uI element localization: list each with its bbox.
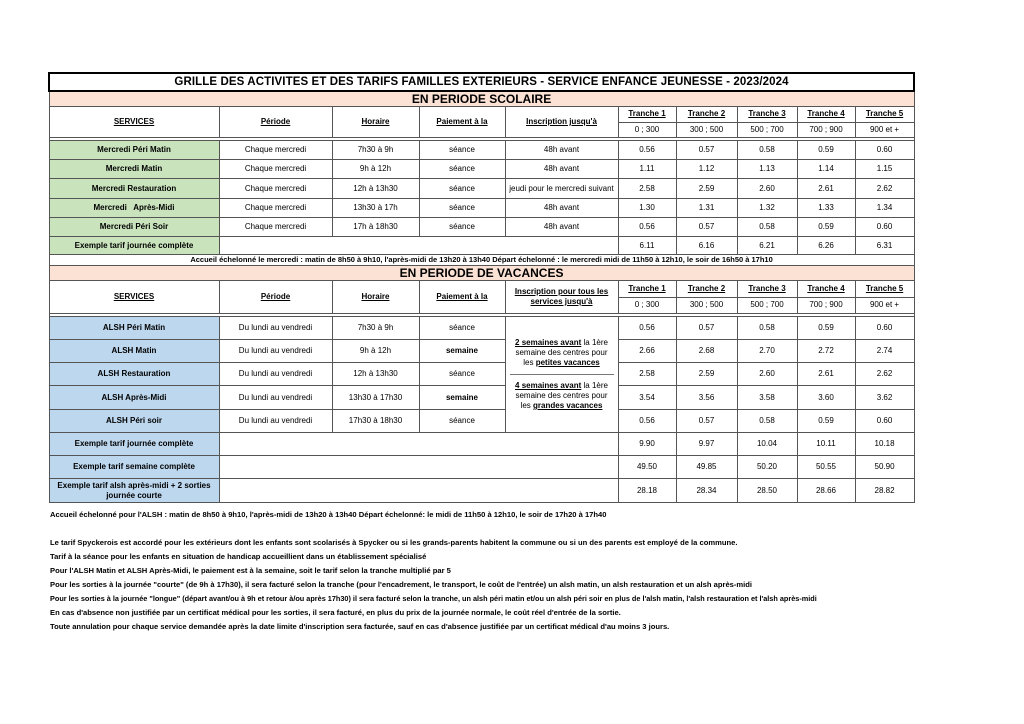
header-periode: Période bbox=[219, 281, 332, 314]
price-cell: 3.60 bbox=[797, 386, 855, 410]
paiement-cell: séance bbox=[419, 317, 505, 340]
price-cell: 1.30 bbox=[618, 199, 676, 218]
price-cell: 2.68 bbox=[676, 340, 737, 363]
price-cell: 0.58 bbox=[737, 218, 797, 237]
price-cell: 1.15 bbox=[855, 160, 914, 179]
price-cell: 2.58 bbox=[618, 363, 676, 386]
section-title-scolaire: EN PERIODE SCOLAIRE bbox=[49, 91, 914, 107]
periode-cell: Du lundi au vendredi bbox=[219, 386, 332, 410]
price-cell: 0.60 bbox=[855, 141, 914, 160]
paiement-cell: séance bbox=[419, 179, 505, 199]
inscription-cell: 48h avant bbox=[505, 160, 618, 179]
horaire-cell: 13h30 à 17h30 bbox=[332, 386, 419, 410]
price-cell: 28.66 bbox=[797, 479, 855, 503]
price-cell: 1.14 bbox=[797, 160, 855, 179]
inscription-b-rest: la 1ère semaine des centres pour les bbox=[515, 381, 608, 410]
example-label: Exemple tarif journée complète bbox=[49, 237, 219, 255]
tranche-header: Tranche 4 bbox=[797, 107, 855, 123]
header-horaire: Horaire bbox=[332, 281, 419, 314]
service-name: ALSH Péri soir bbox=[49, 410, 219, 433]
footnote: Le tarif Spyckerois est accordé pour les extérieurs dont les enfants sont scolarisés à Spycker ou si les grands-parents habitent la commune ou si un des parents est employé de la commune. bbox=[50, 538, 738, 547]
price-cell: 0.56 bbox=[618, 317, 676, 340]
tranche-range: 0 ; 300 bbox=[618, 297, 676, 314]
price-cell: 6.31 bbox=[855, 237, 914, 255]
footnote: Toute annulation pour chaque service demandée après la date limite d'inscription sera facturée, sauf en cas d'absence justifiée par un certificat médical d'au moins 3 jours. bbox=[50, 622, 670, 631]
horaire-cell: 9h à 12h bbox=[332, 160, 419, 179]
price-cell: 49.85 bbox=[676, 456, 737, 479]
example-label: Exemple tarif semaine complète bbox=[49, 456, 219, 479]
example-row bbox=[49, 456, 914, 479]
inscription-cell: jeudi pour le mercredi suivant bbox=[505, 179, 618, 199]
horaire-cell: 9h à 12h bbox=[332, 340, 419, 363]
footnote: Pour l'ALSH Matin et ALSH Après-Midi, le paiement est à la semaine, soit le tarif selon la tranche multiplié par 5 bbox=[50, 566, 451, 575]
price-cell: 2.66 bbox=[618, 340, 676, 363]
inscription-a-strong: 2 semaines avant bbox=[515, 338, 582, 347]
paiement-cell: séance bbox=[419, 141, 505, 160]
service-name: ALSH Péri Matin bbox=[49, 317, 219, 340]
tranche-header: Tranche 2 bbox=[676, 107, 737, 123]
tranche-range: 900 et + bbox=[855, 122, 914, 138]
price-cell: 0.60 bbox=[855, 317, 914, 340]
service-name: Mercredi Péri Matin bbox=[49, 141, 219, 160]
tranche-range: 500 ; 700 bbox=[737, 297, 797, 314]
price-cell: 0.60 bbox=[855, 218, 914, 237]
table-row bbox=[49, 386, 914, 410]
tranche-header: Tranche 3 bbox=[737, 107, 797, 123]
service-name: Mercredi Péri Soir bbox=[49, 218, 219, 237]
price-cell: 1.32 bbox=[737, 199, 797, 218]
price-cell: 49.50 bbox=[618, 456, 676, 479]
price-cell: 2.60 bbox=[737, 179, 797, 199]
price-cell: 0.56 bbox=[618, 218, 676, 237]
price-cell: 0.59 bbox=[797, 317, 855, 340]
price-cell: 0.57 bbox=[676, 317, 737, 340]
empty-cell bbox=[219, 479, 618, 503]
price-cell: 0.57 bbox=[676, 410, 737, 433]
header-inscription: Inscription pour tous les services jusqu'à bbox=[505, 281, 618, 314]
footnote: Tarif à la séance pour les enfants en situation de handicap accueillient dans un établissement spécialisé bbox=[50, 552, 427, 561]
service-name: ALSH Matin bbox=[49, 340, 219, 363]
horaire-cell: 12h à 13h30 bbox=[332, 363, 419, 386]
inscription-b-tail: grandes vacances bbox=[533, 401, 603, 410]
note-scolaire: Accueil échelonné le mercredi : matin de 8h50 à 9h10, l'après-midi de 13h20 à 13h40 Départ échelonné : le mercredi midi de 11h50 à 12h10, le soir de 16h50 à 17h10 bbox=[49, 255, 914, 266]
price-cell: 10.18 bbox=[855, 433, 914, 456]
price-cell: 28.18 bbox=[618, 479, 676, 503]
horaire-cell: 17h à 18h30 bbox=[332, 218, 419, 237]
price-cell: 0.58 bbox=[737, 141, 797, 160]
header-paiement: Paiement à la bbox=[419, 281, 505, 314]
footnote: Pour les sorties à la journée "longue" (départ avant/ou à 9h et retour à/ou après 17h30) il sera facturé selon la tranche, un alsh péri matin et/ou un alsh péri soir en plus de l'alsh matin, l'alsh restauration et l'alsh après-midi bbox=[50, 594, 817, 603]
price-cell: 6.21 bbox=[737, 237, 797, 255]
example-row bbox=[49, 479, 914, 503]
price-cell: 28.82 bbox=[855, 479, 914, 503]
price-cell: 0.59 bbox=[797, 141, 855, 160]
price-cell: 1.13 bbox=[737, 160, 797, 179]
paiement-cell: séance bbox=[419, 218, 505, 237]
tranche-header: Tranche 5 bbox=[855, 281, 914, 298]
tranche-range: 0 ; 300 bbox=[618, 122, 676, 138]
price-cell: 2.74 bbox=[855, 340, 914, 363]
price-cell: 2.59 bbox=[676, 363, 737, 386]
price-cell: 1.34 bbox=[855, 199, 914, 218]
service-name: ALSH Après-Midi bbox=[49, 386, 219, 410]
periode-cell: Chaque mercredi bbox=[219, 179, 332, 199]
price-cell: 2.58 bbox=[618, 179, 676, 199]
horaire-cell: 12h à 13h30 bbox=[332, 179, 419, 199]
tranche-range: 300 ; 500 bbox=[676, 122, 737, 138]
price-cell: 0.57 bbox=[676, 218, 737, 237]
table-row bbox=[49, 160, 914, 179]
empty-cell bbox=[219, 433, 618, 456]
header-periode: Période bbox=[219, 107, 332, 138]
periode-cell: Chaque mercredi bbox=[219, 160, 332, 179]
empty-cell bbox=[219, 456, 618, 479]
header-services: SERVICES bbox=[49, 107, 219, 138]
price-cell: 2.72 bbox=[797, 340, 855, 363]
periode-cell: Chaque mercredi bbox=[219, 141, 332, 160]
tranche-range: 700 ; 900 bbox=[797, 122, 855, 138]
tranche-header: Tranche 5 bbox=[855, 107, 914, 123]
tranche-header: Tranche 2 bbox=[676, 281, 737, 298]
inscription-a-rest: la 1ère semaine des centres pour les bbox=[515, 338, 608, 367]
inscription-cell: 48h avant bbox=[505, 199, 618, 218]
table-row bbox=[49, 199, 914, 218]
tranche-range: 700 ; 900 bbox=[797, 297, 855, 314]
price-cell: 0.59 bbox=[797, 410, 855, 433]
header-horaire: Horaire bbox=[332, 107, 419, 138]
inscription-cell: 48h avant bbox=[505, 141, 618, 160]
header-inscription: Inscription jusqu'à bbox=[505, 107, 618, 138]
price-cell: 0.56 bbox=[618, 141, 676, 160]
price-cell: 0.58 bbox=[737, 317, 797, 340]
price-cell: 6.16 bbox=[676, 237, 737, 255]
inscription-b-strong: 4 semaines avant bbox=[515, 381, 582, 390]
tariff-table bbox=[48, 72, 915, 503]
price-cell: 1.31 bbox=[676, 199, 737, 218]
periode-cell: Chaque mercredi bbox=[219, 218, 332, 237]
price-cell: 2.61 bbox=[797, 179, 855, 199]
footnote: Pour les sorties à la journée "courte" (de 9h à 17h30), il sera facturé selon la tranche (pour l'encadrement, le transport, le coût de l'entrée) un alsh matin, un alsh restauration et un alsh après-midi bbox=[50, 580, 753, 589]
paiement-cell: séance bbox=[419, 363, 505, 386]
price-cell: 2.62 bbox=[855, 179, 914, 199]
paiement-cell: semaine bbox=[419, 340, 505, 363]
price-cell: 28.50 bbox=[737, 479, 797, 503]
table-row bbox=[49, 410, 914, 433]
price-cell: 1.33 bbox=[797, 199, 855, 218]
price-cell: 0.58 bbox=[737, 410, 797, 433]
empty-cell bbox=[219, 237, 618, 255]
tranche-header: Tranche 1 bbox=[618, 281, 676, 298]
page-title: GRILLE DES ACTIVITES ET DES TARIFS FAMILLES EXTERIEURS - SERVICE ENFANCE JEUNESSE - 2023/2024 bbox=[49, 73, 914, 91]
paiement-cell: séance bbox=[419, 199, 505, 218]
table-row bbox=[49, 141, 914, 160]
paiement-cell: séance bbox=[419, 160, 505, 179]
price-cell: 28.34 bbox=[676, 479, 737, 503]
price-cell: 2.61 bbox=[797, 363, 855, 386]
price-cell: 10.04 bbox=[737, 433, 797, 456]
price-cell: 1.11 bbox=[618, 160, 676, 179]
tranche-range: 500 ; 700 bbox=[737, 122, 797, 138]
price-cell: 3.56 bbox=[676, 386, 737, 410]
inscription-cell bbox=[505, 317, 618, 433]
price-cell: 50.90 bbox=[855, 456, 914, 479]
horaire-cell: 7h30 à 9h bbox=[332, 141, 419, 160]
horaire-cell: 7h30 à 9h bbox=[332, 317, 419, 340]
tranche-header: Tranche 3 bbox=[737, 281, 797, 298]
header-services: SERVICES bbox=[49, 281, 219, 314]
price-cell: 2.60 bbox=[737, 363, 797, 386]
service-name: Mercredi Restauration bbox=[49, 179, 219, 199]
horaire-cell: 17h30 à 18h30 bbox=[332, 410, 419, 433]
section-title-vacances: EN PERIODE DE VACANCES bbox=[49, 266, 914, 281]
example-row bbox=[49, 237, 914, 255]
footnote: En cas d'absence non justifiée par un certificat médical pour les sorties, il sera facturé, en plus du prix de la journée normale, le coût réel d'entrée de la sortie. bbox=[50, 608, 621, 617]
horaire-cell: 13h30 à 17h bbox=[332, 199, 419, 218]
periode-cell: Du lundi au vendredi bbox=[219, 363, 332, 386]
paiement-cell: semaine bbox=[419, 386, 505, 410]
price-cell: 9.97 bbox=[676, 433, 737, 456]
table-row bbox=[49, 218, 914, 237]
example-row bbox=[49, 433, 914, 456]
inscription-cell: 48h avant bbox=[505, 218, 618, 237]
price-cell: 10.11 bbox=[797, 433, 855, 456]
inscription-a-tail: petites vacances bbox=[535, 358, 600, 367]
example-label: Exemple tarif journée complète bbox=[49, 433, 219, 456]
service-name: ALSH Restauration bbox=[49, 363, 219, 386]
note-vacances: Accueil échelonné pour l'ALSH : matin de 8h50 à 9h10, l'après-midi de 13h20 à 13h40 Départ échelonné: le midi de 11h50 à 12h10, le soir de 17h20 à 17h40 bbox=[50, 510, 607, 519]
paiement-cell: séance bbox=[419, 410, 505, 433]
price-cell: 2.59 bbox=[676, 179, 737, 199]
price-cell: 6.11 bbox=[618, 237, 676, 255]
table-row bbox=[49, 179, 914, 199]
service-name: Mercredi Après-Midi bbox=[49, 199, 219, 218]
price-cell: 0.60 bbox=[855, 410, 914, 433]
service-name: Mercredi Matin bbox=[49, 160, 219, 179]
table-row bbox=[49, 340, 914, 363]
header-paiement: Paiement à la bbox=[419, 107, 505, 138]
tranche-range: 900 et + bbox=[855, 297, 914, 314]
table-row bbox=[49, 363, 914, 386]
tranche-range: 300 ; 500 bbox=[676, 297, 737, 314]
price-cell: 1.12 bbox=[676, 160, 737, 179]
price-cell: 3.54 bbox=[618, 386, 676, 410]
tariff-grid bbox=[48, 72, 913, 503]
price-cell: 0.59 bbox=[797, 218, 855, 237]
price-cell: 3.62 bbox=[855, 386, 914, 410]
table-row bbox=[49, 317, 914, 340]
periode-cell: Du lundi au vendredi bbox=[219, 340, 332, 363]
tranche-header: Tranche 4 bbox=[797, 281, 855, 298]
periode-cell: Du lundi au vendredi bbox=[219, 317, 332, 340]
example-label: Exemple tarif alsh après-midi + 2 sorties journée courte bbox=[49, 479, 219, 503]
periode-cell: Du lundi au vendredi bbox=[219, 410, 332, 433]
price-cell: 3.58 bbox=[737, 386, 797, 410]
price-cell: 2.70 bbox=[737, 340, 797, 363]
price-cell: 0.56 bbox=[618, 410, 676, 433]
price-cell: 0.57 bbox=[676, 141, 737, 160]
price-cell: 50.20 bbox=[737, 456, 797, 479]
price-cell: 2.62 bbox=[855, 363, 914, 386]
tranche-header: Tranche 1 bbox=[618, 107, 676, 123]
periode-cell: Chaque mercredi bbox=[219, 199, 332, 218]
price-cell: 9.90 bbox=[618, 433, 676, 456]
price-cell: 50.55 bbox=[797, 456, 855, 479]
price-cell: 6.26 bbox=[797, 237, 855, 255]
